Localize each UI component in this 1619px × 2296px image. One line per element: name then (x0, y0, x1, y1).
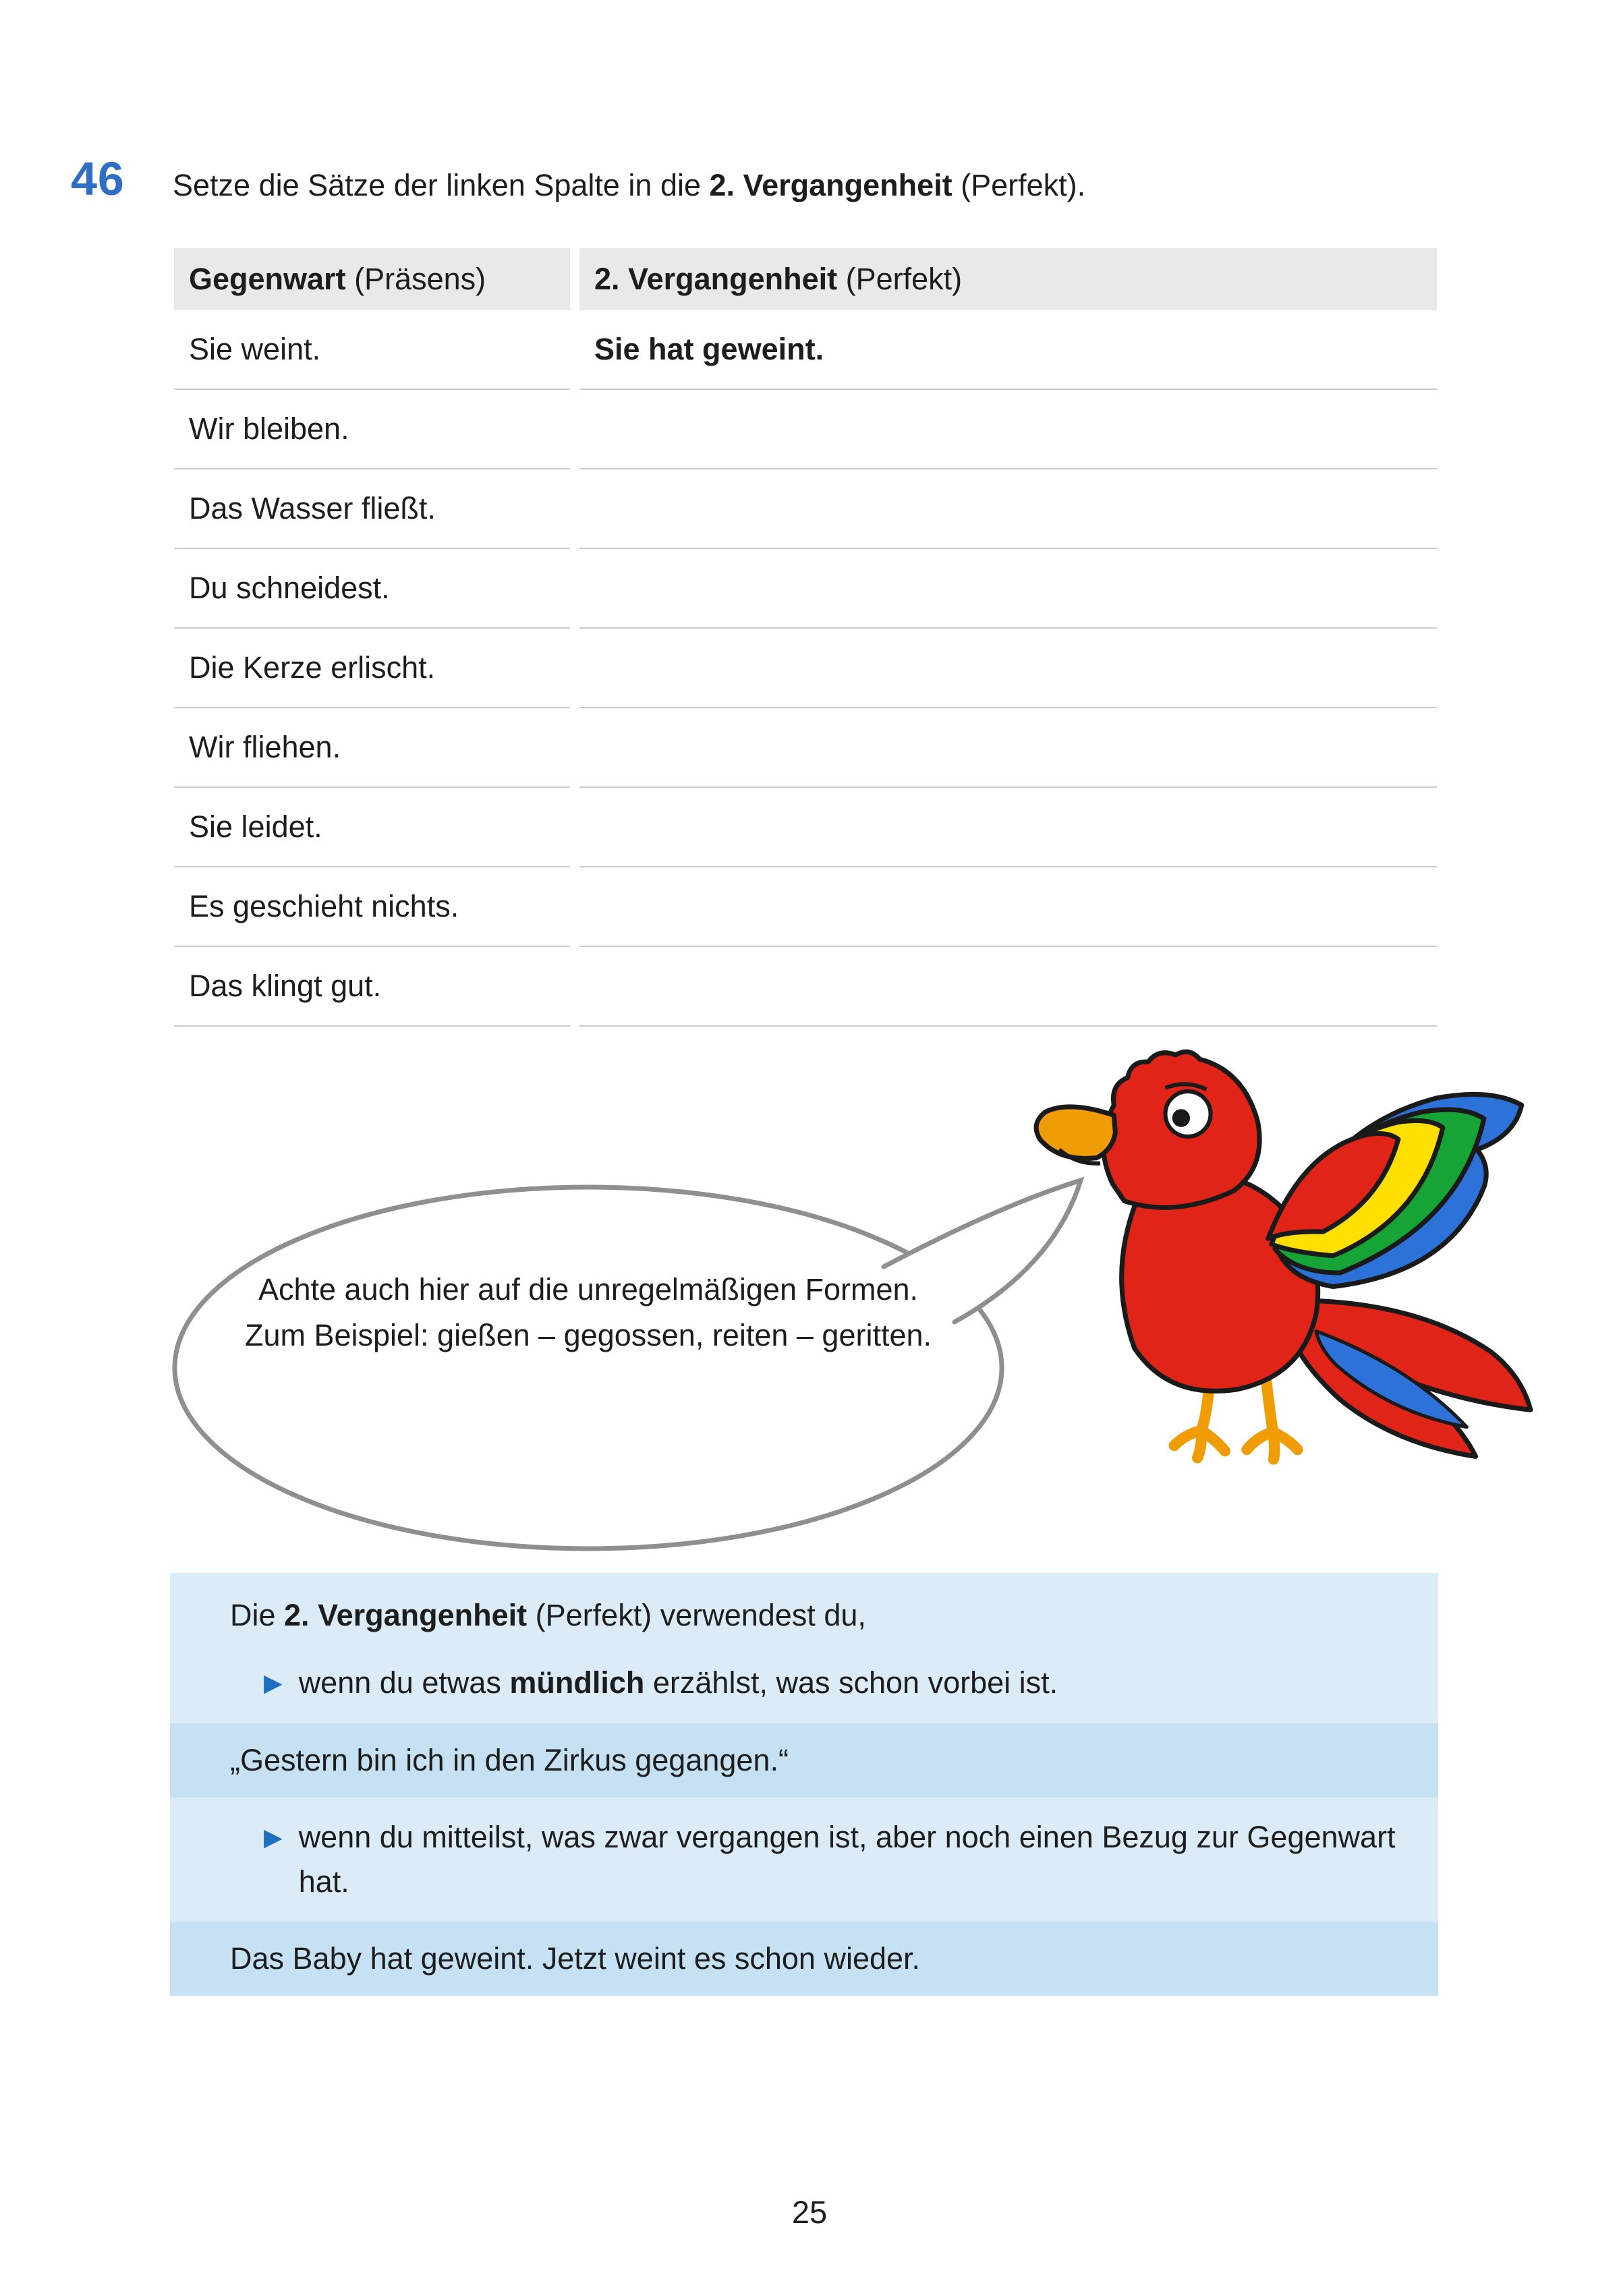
info-bullet-1-text (299, 1661, 1058, 1705)
present-cell: Wir bleiben. (174, 390, 570, 469)
present-cell: Sie leidet. (174, 788, 570, 867)
info-bullet-2 (264, 1815, 1411, 1904)
conjugation-table (174, 248, 1437, 1027)
present-cell: Wir fliehen. (174, 708, 570, 788)
bullet-arrow-icon: ▶ (264, 1669, 283, 1697)
instruction-text-pre: Setze die Sätze der linken Spalte in die (173, 168, 710, 202)
bullet1-bold: mündlich (509, 1665, 645, 1700)
page-number: 25 (791, 2194, 828, 2230)
present-cell: Sie weint. (174, 310, 570, 390)
header-present-rest: (Präsens) (345, 262, 486, 296)
present-cell: Du schneidest. (174, 549, 570, 629)
bullet1-pre: wenn du etwas (298, 1665, 510, 1700)
table-row (174, 947, 1437, 1027)
exercise-instruction (173, 164, 1421, 206)
header-perfect-bold: 2. Vergangenheit (594, 262, 838, 296)
perfect-answer-cell[interactable] (579, 708, 1437, 788)
present-cell: Das Wasser fließt. (174, 469, 570, 549)
instruction-text-bold: 2. Vergangenheit (709, 168, 953, 202)
grammar-info-box (170, 1573, 1438, 1996)
bullet1-post: erzählst, was schon vorbei ist. (644, 1665, 1058, 1700)
info-example-1: „Gestern bin ich in den Zirkus gegangen.“ (170, 1723, 1438, 1798)
table-row (174, 310, 1437, 390)
info-title-bold: 2. Vergangenheit (284, 1598, 528, 1632)
table-header-present (174, 248, 570, 310)
perfect-answer-cell[interactable] (579, 469, 1437, 549)
table-row (174, 708, 1437, 788)
perfect-answer-cell[interactable] (579, 788, 1437, 867)
perfect-answer-cell[interactable] (579, 947, 1437, 1027)
table-header-row (174, 248, 1437, 310)
speech-bubble (169, 1166, 1093, 1560)
table-row (174, 867, 1437, 947)
table-row (174, 549, 1437, 629)
info-title-post: (Perfekt) verwendest du, (527, 1598, 866, 1632)
table-row (174, 469, 1437, 549)
present-cell: Es geschieht nichts. (174, 867, 570, 947)
perfect-answer-cell: Sie hat geweint. (579, 310, 1437, 390)
instruction-text-post: (Perfekt). (952, 168, 1086, 202)
info-bullet-1 (264, 1661, 1411, 1706)
info-title-pre: Die (230, 1598, 285, 1632)
parrot-icon (1009, 1047, 1541, 1485)
info-box-title (230, 1593, 1411, 1638)
bullet-arrow-icon: ▶ (264, 1823, 283, 1851)
present-cell: Die Kerze erlischt. (174, 629, 570, 708)
perfect-answer-cell[interactable] (579, 390, 1437, 469)
info-bullet-2-text: wenn du mitteilst, was zwar vergangen ist, aber noch einen Bezug zur Gegenwart hat. (298, 1819, 1396, 1899)
table-row (174, 788, 1437, 867)
header-present-bold: Gegenwart (189, 262, 346, 296)
speech-bubble-text: Achte auch hier auf die unregelmäßigen Formen. Zum Beispiel: gießen – gegossen, reiten – geritten. (244, 1272, 932, 1352)
perfect-answer-cell[interactable] (579, 549, 1437, 629)
perfect-answer-cell[interactable] (579, 867, 1437, 947)
perfect-answer-cell[interactable] (579, 629, 1437, 708)
exercise-number: 46 (71, 152, 125, 205)
table-row (174, 390, 1437, 469)
header-perfect-rest: (Perfekt) (837, 262, 963, 296)
info-example-2: Das Baby hat geweint. Jetzt weint es schon wieder. (170, 1922, 1438, 1996)
table-row (174, 629, 1437, 708)
present-cell: Das klingt gut. (174, 947, 570, 1027)
table-header-perfect (579, 248, 1437, 310)
